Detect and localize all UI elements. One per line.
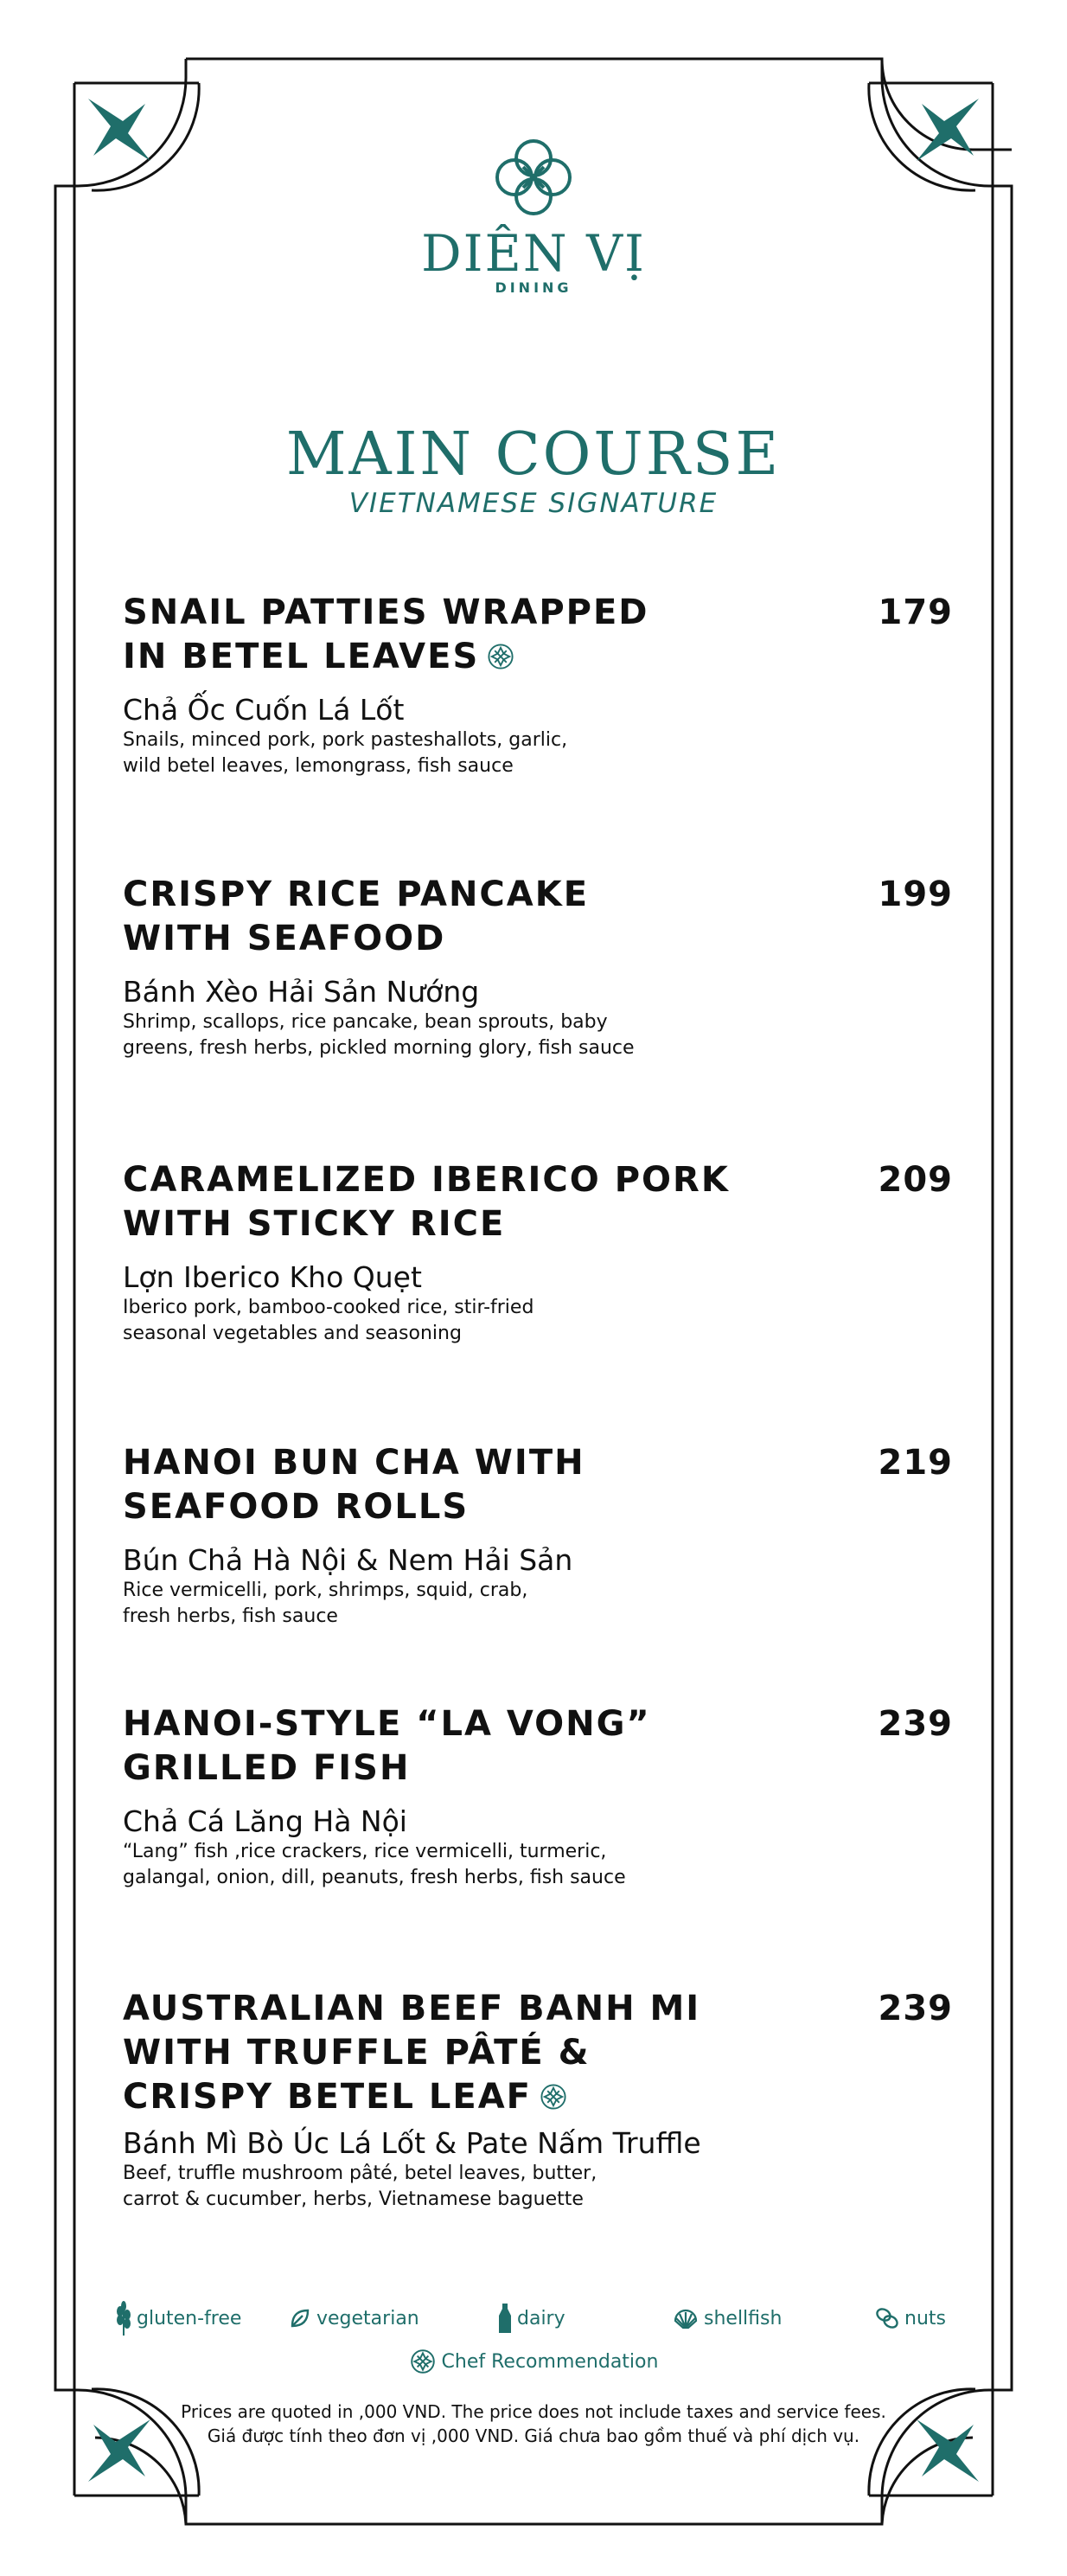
menu-item — [123, 873, 953, 1061]
legend-dairy — [498, 2301, 565, 2336]
menu-item — [123, 1158, 953, 1347]
dish-vietnamese-name: Bánh Mì Bò Úc Lá Lốt & Pate Nấm Truffle — [123, 2126, 701, 2160]
wheat-icon — [116, 2301, 131, 2336]
legend-chef-recommendation — [0, 2348, 1067, 2375]
dish-price: 199 — [878, 875, 953, 914]
legend-gluten-free — [116, 2301, 241, 2336]
dish-name — [123, 1441, 780, 1529]
dish-description — [123, 1839, 953, 1891]
dish-name-line: SEAFOOD ROLLS — [123, 1487, 470, 1527]
dish-name — [123, 1702, 780, 1791]
description-line: Beef, truffle mushroom pâté, betel leaves, butter, — [123, 2163, 597, 2184]
description-line: Snails, minced pork, pork pasteshallots, garlic, — [123, 729, 568, 751]
menu-item — [123, 1441, 953, 1630]
menu-item — [123, 1987, 953, 2213]
dish-name-line: WITH TRUFFLE PÂTÉ & — [123, 2033, 591, 2073]
section-subtitle: VIETNAMESE SIGNATURE — [348, 488, 719, 519]
footnote-english: Prices are quoted in ,000 VND. The price does not include taxes and service fees. — [181, 2401, 886, 2422]
section-heading — [0, 422, 1067, 519]
dish-name-line: AUSTRALIAN BEEF BANH MI — [123, 1989, 701, 2028]
dish-price: 239 — [878, 1704, 953, 1744]
chef-recommendation-icon — [539, 2082, 568, 2111]
legend-label: vegetarian — [316, 2307, 419, 2329]
dish-description — [123, 1009, 953, 1061]
dish-name-line: IN BETEL LEAVES — [123, 637, 480, 676]
description-line: galangal, onion, dill, peanuts, fresh herbs, fish sauce — [123, 1867, 626, 1888]
dish-name — [123, 1987, 780, 2119]
description-line: Iberico pork, bamboo-cooked rice, stir-fried — [123, 1297, 534, 1318]
dish-vietnamese-name: Bún Chả Hà Nội & Nem Hải Sản — [123, 1543, 573, 1577]
dish-name-line: HANOI BUN CHA WITH — [123, 1443, 585, 1483]
legend-nuts — [875, 2301, 946, 2336]
legend-shellfish — [673, 2301, 782, 2336]
logo — [0, 134, 1067, 296]
dish-price: 239 — [878, 1989, 953, 2028]
dish-name-line: HANOI-STYLE “LA VONG” — [123, 1704, 651, 1744]
description-line: seasonal vegetables and seasoning — [123, 1323, 462, 1344]
dish-name — [123, 873, 780, 961]
menu-item — [123, 591, 953, 779]
description-line: Shrimp, scallops, rice pancake, bean sprouts, baby — [123, 1011, 608, 1033]
description-line: greens, fresh herbs, pickled morning glory, fish sauce — [123, 1037, 635, 1059]
brand-subtitle: DINING — [495, 279, 572, 296]
dish-name-line: CARAMELIZED IBERICO PORK — [123, 1160, 730, 1200]
dish-vietnamese-name: Chả Ốc Cuốn Lá Lốt — [123, 693, 405, 727]
dish-description — [123, 2161, 953, 2213]
brand-name: DIÊN VỊ — [421, 224, 646, 283]
dish-price: 179 — [878, 593, 953, 632]
description-line: fresh herbs, fish sauce — [123, 1605, 338, 1627]
chef-recommendation-icon — [409, 2348, 437, 2375]
dish-name-line: CRISPY RICE PANCAKE — [123, 875, 590, 914]
dish-price: 209 — [878, 1160, 953, 1200]
dish-description — [123, 1578, 953, 1630]
section-title: MAIN COURSE — [285, 420, 782, 489]
dish-name — [123, 591, 780, 679]
dish-description — [123, 727, 953, 779]
lotus-logo-icon — [490, 134, 577, 221]
legend-vegetarian — [289, 2301, 419, 2336]
shell-icon — [673, 2305, 699, 2331]
dish-name — [123, 1158, 780, 1246]
milk-bottle-icon — [498, 2304, 512, 2333]
legend-label: Chef Recommendation — [441, 2350, 659, 2373]
nut-icon — [875, 2306, 899, 2330]
chef-recommendation-icon — [486, 642, 515, 671]
description-line: “Lang” fish ,rice crackers, rice vermicelli, turmeric, — [123, 1841, 607, 1862]
price-footnote — [0, 2400, 1067, 2448]
dish-name-line: CRISPY BETEL LEAF — [123, 2077, 532, 2117]
footnote-vietnamese: Giá được tính theo đơn vị ,000 VND. Giá chưa bao gồm thuế và phí dịch vụ. — [207, 2425, 860, 2446]
menu-item — [123, 1702, 953, 1891]
dish-name-line: WITH STICKY RICE — [123, 1204, 506, 1244]
dish-name-line: GRILLED FISH — [123, 1748, 411, 1788]
legend-label: nuts — [904, 2307, 946, 2329]
description-line: wild betel leaves, lemongrass, fish sauce — [123, 755, 514, 777]
legend-label: shellfish — [704, 2307, 783, 2329]
legend-label: gluten-free — [137, 2307, 242, 2329]
dish-name-line: WITH SEAFOOD — [123, 919, 446, 958]
description-line: Rice vermicelli, pork, shrimps, squid, crab, — [123, 1580, 528, 1601]
dish-description — [123, 1295, 953, 1347]
dish-vietnamese-name: Bánh Xèo Hải Sản Nướng — [123, 975, 480, 1009]
legend-label: dairy — [517, 2307, 565, 2329]
description-line: carrot & cucumber, herbs, Vietnamese baguette — [123, 2188, 584, 2210]
dish-vietnamese-name: Chả Cá Lăng Hà Nội — [123, 1804, 407, 1838]
dish-price: 219 — [878, 1443, 953, 1483]
dish-vietnamese-name: Lợn Iberico Kho Quẹt — [123, 1260, 422, 1294]
dish-name-line: SNAIL PATTIES WRAPPED — [123, 593, 649, 632]
leaf-icon — [289, 2307, 311, 2329]
